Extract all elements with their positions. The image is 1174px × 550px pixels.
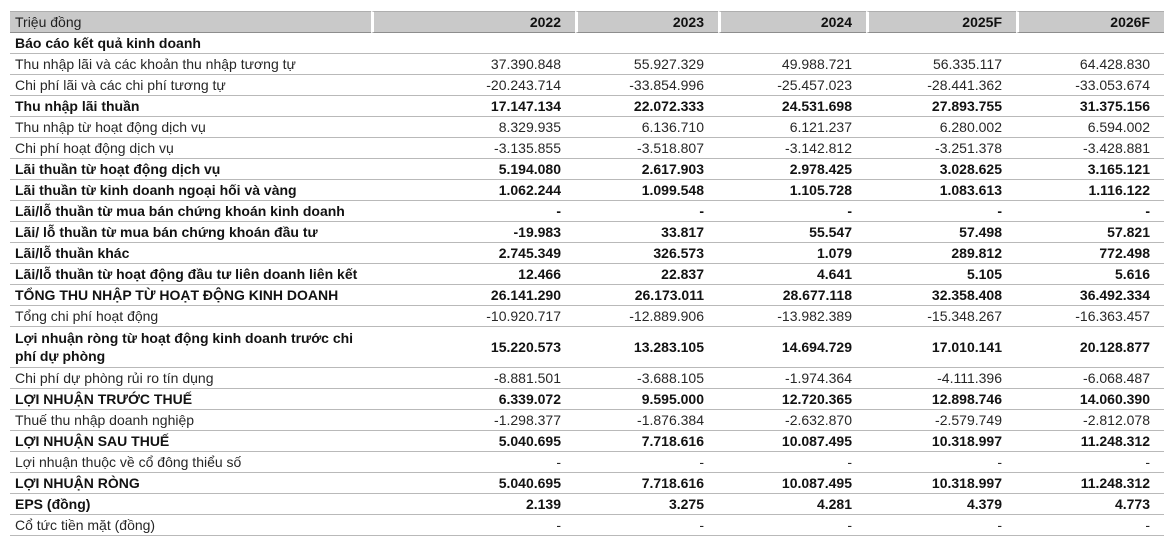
value-cell-2025f: -15.348.267: [866, 306, 1016, 327]
value-cell-2026f: 772.498: [1016, 243, 1164, 264]
value-cell-2023: 13.283.105: [575, 327, 718, 368]
value-cell-2024: 28.677.118: [718, 285, 866, 306]
table-row: [10, 180, 1164, 201]
value-cell-2025f: -2.579.749: [866, 410, 1016, 431]
table-row: [10, 222, 1164, 243]
value-cell-2023: 9.595.000: [575, 389, 718, 410]
value-cell-2026f: 11.248.312: [1016, 473, 1164, 494]
header-row: [10, 11, 1164, 33]
value-cell-2022: -19.983: [371, 222, 575, 243]
value-cell-2023: 26.173.011: [575, 285, 718, 306]
row-label: Lãi/ lỗ thuần từ mua bán chứng khoán đầu tư: [10, 222, 371, 243]
value-cell-2023: 3.275: [575, 494, 718, 515]
row-label: LỢI NHUẬN RÒNG: [10, 473, 371, 494]
row-label: Lãi thuần từ hoạt động dịch vụ: [10, 159, 371, 180]
value-cell-2022: 2.745.349: [371, 243, 575, 264]
value-cell-2025f: 6.280.002: [866, 117, 1016, 138]
value-cell-2024: -1.974.364: [718, 368, 866, 389]
value-cell-2026f: -33.053.674: [1016, 75, 1164, 96]
value-cell-2025f: 3.028.625: [866, 159, 1016, 180]
value-cell-2026f: 3.165.121: [1016, 159, 1164, 180]
page: [0, 11, 1174, 550]
row-label: Lãi/lỗ thuần từ hoạt động đầu tư liên doanh liên kết: [10, 264, 371, 285]
table-row: [10, 306, 1164, 327]
value-cell-2026f: 31.375.156: [1016, 96, 1164, 117]
row-label: Lợi nhuận thuộc về cổ đông thiểu số: [10, 452, 371, 473]
row-label: Chi phí dự phòng rủi ro tín dụng: [10, 368, 371, 389]
value-cell-2026f: 20.128.877: [1016, 327, 1164, 368]
value-cell-2025f: 12.898.746: [866, 389, 1016, 410]
value-cell-2022: 1.062.244: [371, 180, 575, 201]
value-cell-2022: -3.135.855: [371, 138, 575, 159]
value-cell-2024: 55.547: [718, 222, 866, 243]
value-cell-2022: 2.139: [371, 494, 575, 515]
table-row: [10, 138, 1164, 159]
value-cell-2022: 17.147.134: [371, 96, 575, 117]
table-row: [10, 452, 1164, 473]
value-cell-2024: -2.632.870: [718, 410, 866, 431]
value-cell-2026f: 4.773: [1016, 494, 1164, 515]
value-cell-2024: 10.087.495: [718, 431, 866, 452]
value-cell-2025f: 32.358.408: [866, 285, 1016, 306]
value-cell-2024: 12.720.365: [718, 389, 866, 410]
table-row: [10, 201, 1164, 222]
value-cell-2023: -1.876.384: [575, 410, 718, 431]
value-cell-2025f: 10.318.997: [866, 431, 1016, 452]
value-cell-2024: -3.142.812: [718, 138, 866, 159]
value-cell-2026f: 6.594.002: [1016, 117, 1164, 138]
value-cell-2022: -: [371, 201, 575, 222]
value-cell-2025f: 5.105: [866, 264, 1016, 285]
unit-label: Triệu đồng: [10, 11, 371, 33]
table-row: [10, 515, 1164, 536]
value-cell-2024: -: [718, 515, 866, 536]
value-cell-2026f: -16.363.457: [1016, 306, 1164, 327]
value-cell-2024: -25.457.023: [718, 75, 866, 96]
value-cell-2022: -10.920.717: [371, 306, 575, 327]
value-cell-2023: 33.817: [575, 222, 718, 243]
value-cell-2025f: -3.251.378: [866, 138, 1016, 159]
value-cell-2022: -20.243.714: [371, 75, 575, 96]
value-cell-2023: -: [575, 515, 718, 536]
table-row: [10, 389, 1164, 410]
value-cell-2025f: 56.335.117: [866, 54, 1016, 75]
value-cell-2024: -: [718, 452, 866, 473]
value-cell-2023: -3.688.105: [575, 368, 718, 389]
table-row: [10, 54, 1164, 75]
value-cell-2025f: -: [866, 201, 1016, 222]
row-label: Lãi/lỗ thuần khác: [10, 243, 371, 264]
value-cell-2024: 2.978.425: [718, 159, 866, 180]
column-header-2024: 2024: [718, 11, 866, 33]
value-cell-2023: 326.573: [575, 243, 718, 264]
income-statement-table: [10, 11, 1164, 536]
value-cell-2026f: 14.060.390: [1016, 389, 1164, 410]
table-row: [10, 494, 1164, 515]
row-label: Lãi thuần từ kinh doanh ngoại hối và vàng: [10, 180, 371, 201]
table-row: [10, 96, 1164, 117]
value-cell-2022: -: [371, 452, 575, 473]
value-cell-2022: 8.329.935: [371, 117, 575, 138]
value-cell-2022: 5.040.695: [371, 473, 575, 494]
value-cell-2026f: 11.248.312: [1016, 431, 1164, 452]
value-cell-2024: -: [718, 201, 866, 222]
value-cell-2022: 5.194.080: [371, 159, 575, 180]
value-cell-2024: 1.105.728: [718, 180, 866, 201]
value-cell-2025f: 4.379: [866, 494, 1016, 515]
value-cell-2024: 4.641: [718, 264, 866, 285]
row-label: LỢI NHUẬN TRƯỚC THUẾ: [10, 389, 371, 410]
value-cell-2023: 7.718.616: [575, 473, 718, 494]
column-header-2022: 2022: [371, 11, 575, 33]
row-label: Tổng chi phí hoạt động: [10, 306, 371, 327]
value-cell-2024: 14.694.729: [718, 327, 866, 368]
table-row: [10, 285, 1164, 306]
table-row: [10, 368, 1164, 389]
value-cell-2024: 1.079: [718, 243, 866, 264]
table-row: [10, 410, 1164, 431]
value-cell-2022: -: [371, 515, 575, 536]
value-cell-2023: 6.136.710: [575, 117, 718, 138]
value-cell-2024: 4.281: [718, 494, 866, 515]
row-label: Chi phí lãi và các chi phí tương tự: [10, 75, 371, 96]
table-row: [10, 431, 1164, 452]
table-body: [10, 33, 1164, 536]
value-cell-2025f: -: [866, 452, 1016, 473]
row-label: Thu nhập từ hoạt động dịch vụ: [10, 117, 371, 138]
value-cell-2026f: 36.492.334: [1016, 285, 1164, 306]
value-cell-2023: 1.099.548: [575, 180, 718, 201]
value-cell-2026f: -: [1016, 515, 1164, 536]
value-cell-2025f: 27.893.755: [866, 96, 1016, 117]
value-cell-2023: 55.927.329: [575, 54, 718, 75]
table-row: [10, 159, 1164, 180]
section-header-row: [10, 33, 1164, 54]
value-cell-2023: -3.518.807: [575, 138, 718, 159]
row-label: LỢI NHUẬN SAU THUẾ: [10, 431, 371, 452]
value-cell-2022: 6.339.072: [371, 389, 575, 410]
table-row: [10, 117, 1164, 138]
section-header: Báo cáo kết quả kinh doanh: [10, 33, 1164, 54]
value-cell-2025f: -4.111.396: [866, 368, 1016, 389]
value-cell-2023: 22.072.333: [575, 96, 718, 117]
value-cell-2023: 22.837: [575, 264, 718, 285]
column-header-2023: 2023: [575, 11, 718, 33]
value-cell-2023: -: [575, 452, 718, 473]
value-cell-2025f: 289.812: [866, 243, 1016, 264]
value-cell-2026f: -3.428.881: [1016, 138, 1164, 159]
value-cell-2022: -1.298.377: [371, 410, 575, 431]
value-cell-2023: 2.617.903: [575, 159, 718, 180]
value-cell-2026f: -: [1016, 201, 1164, 222]
row-label: EPS (đồng): [10, 494, 371, 515]
value-cell-2026f: 1.116.122: [1016, 180, 1164, 201]
column-header-2026f: 2026F: [1016, 11, 1164, 33]
table-row: [10, 75, 1164, 96]
value-cell-2022: 5.040.695: [371, 431, 575, 452]
value-cell-2026f: -: [1016, 452, 1164, 473]
row-label: Lợi nhuận ròng từ hoạt động kinh doanh trước chi phí dự phòng: [10, 327, 371, 368]
value-cell-2024: 6.121.237: [718, 117, 866, 138]
row-label: TỔNG THU NHẬP TỪ HOẠT ĐỘNG KINH DOANH: [10, 285, 371, 306]
value-cell-2023: -: [575, 201, 718, 222]
value-cell-2025f: 10.318.997: [866, 473, 1016, 494]
value-cell-2023: -12.889.906: [575, 306, 718, 327]
value-cell-2023: 7.718.616: [575, 431, 718, 452]
row-label: Thu nhập lãi và các khoản thu nhập tương tự: [10, 54, 371, 75]
value-cell-2025f: -: [866, 515, 1016, 536]
table-row: [10, 473, 1164, 494]
row-label: Lãi/lỗ thuần từ mua bán chứng khoán kinh doanh: [10, 201, 371, 222]
value-cell-2026f: 5.616: [1016, 264, 1164, 285]
table-row: [10, 327, 1164, 368]
value-cell-2022: 37.390.848: [371, 54, 575, 75]
value-cell-2022: 12.466: [371, 264, 575, 285]
row-label: Thuế thu nhập doanh nghiệp: [10, 410, 371, 431]
value-cell-2025f: 1.083.613: [866, 180, 1016, 201]
row-label: Chi phí hoạt động dịch vụ: [10, 138, 371, 159]
value-cell-2025f: 57.498: [866, 222, 1016, 243]
value-cell-2024: 49.988.721: [718, 54, 866, 75]
value-cell-2026f: 57.821: [1016, 222, 1164, 243]
value-cell-2024: -13.982.389: [718, 306, 866, 327]
value-cell-2024: 24.531.698: [718, 96, 866, 117]
value-cell-2026f: -2.812.078: [1016, 410, 1164, 431]
value-cell-2023: -33.854.996: [575, 75, 718, 96]
value-cell-2026f: -6.068.487: [1016, 368, 1164, 389]
column-header-2025f: 2025F: [866, 11, 1016, 33]
value-cell-2026f: 64.428.830: [1016, 54, 1164, 75]
value-cell-2025f: 17.010.141: [866, 327, 1016, 368]
row-label: Thu nhập lãi thuần: [10, 96, 371, 117]
value-cell-2022: -8.881.501: [371, 368, 575, 389]
value-cell-2022: 26.141.290: [371, 285, 575, 306]
value-cell-2025f: -28.441.362: [866, 75, 1016, 96]
value-cell-2024: 10.087.495: [718, 473, 866, 494]
table-row: [10, 243, 1164, 264]
row-label: Cổ tức tiền mặt (đồng): [10, 515, 371, 536]
table-row: [10, 264, 1164, 285]
value-cell-2022: 15.220.573: [371, 327, 575, 368]
